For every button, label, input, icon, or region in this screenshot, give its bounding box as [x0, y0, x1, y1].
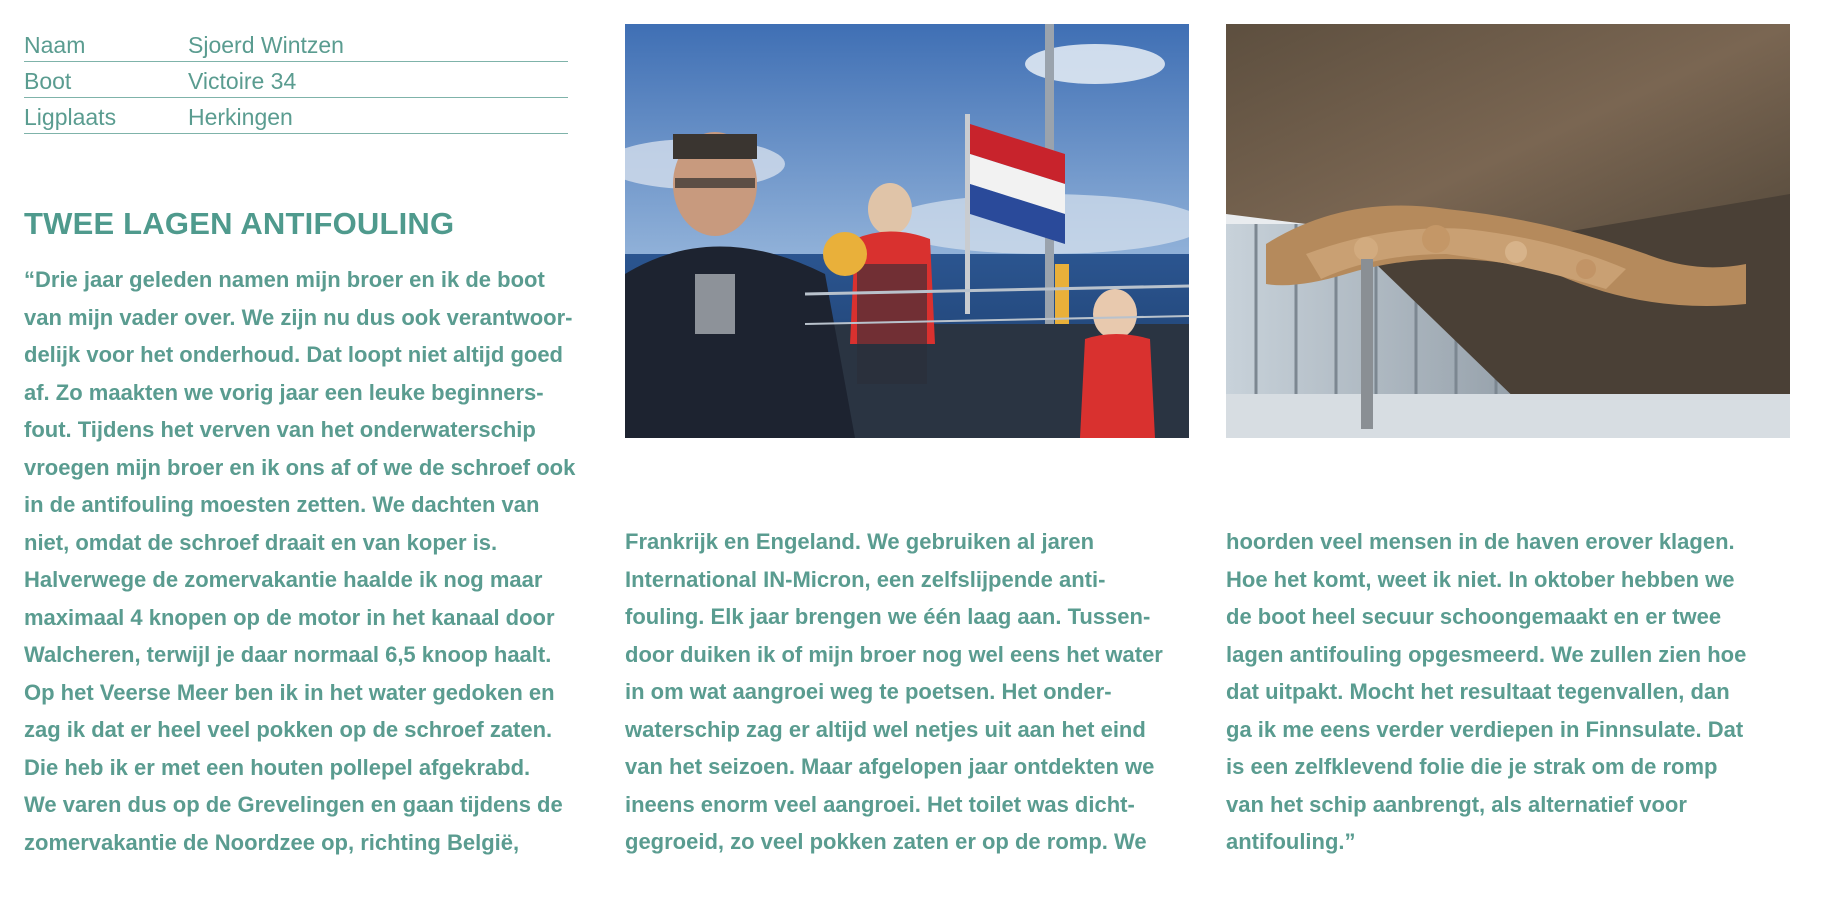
text-line: ineens enorm veel aangroei. Het toilet was dicht-: [625, 791, 1135, 817]
text-line: dat uitpakt. Mocht het resultaat tegenvallen, dan: [1226, 679, 1730, 704]
text-line: niet, omdat de schroef draait en van koper is.: [24, 529, 498, 555]
article-column-2: [625, 523, 1185, 861]
text-line: is een zelfklevend folie die je strak om de romp: [1226, 754, 1718, 779]
text-line: de boot heel secuur schoongemaakt en er twee: [1226, 604, 1722, 629]
info-table: [24, 24, 568, 134]
info-row-name: [24, 24, 568, 62]
article-heading: TWEE LAGEN ANTIFOULING: [24, 206, 455, 241]
text-line: waterschip zag er altijd wel netjes uit aan het eind: [625, 716, 1146, 742]
text-line: Halverwege de zomervakantie haalde ik nog maar: [24, 567, 543, 592]
family-sailing-photo: [625, 24, 1189, 438]
text-line: van het schip aanbrengt, als alternatief voor: [1226, 791, 1687, 817]
text-line: door duiken ik of mijn broer nog wel eens het water: [625, 641, 1163, 667]
text-line: Op het Veerse Meer ben ik in het water gedoken en: [24, 679, 555, 705]
text-line: fouling. Elk jaar brengen we één laag aan. Tussen-: [625, 604, 1151, 629]
text-line: fout. Tijdens het verven van het onderwaterschip: [24, 417, 536, 442]
info-row-boat: [24, 62, 568, 98]
text-line: antifouling.”: [1226, 829, 1356, 854]
text-line: van mijn vader over. We zijn nu dus ook verantwoor-: [24, 304, 573, 330]
text-line: Frankrijk en Engeland. We gebruiken al jaren: [625, 529, 1095, 554]
text-line: lagen antifouling opgesmeerd. We zullen zien hoe: [1226, 641, 1747, 667]
article-column-1: [24, 261, 584, 861]
text-line: “Drie jaar geleden namen mijn broer en ik de boot: [24, 267, 545, 292]
text-line: We varen dus op de Grevelingen en gaan tijdens de: [24, 792, 563, 817]
text-line: zag ik dat er heel veel pokken op de schroef zaten.: [24, 717, 553, 742]
text-line: af. Zo maakten we vorig jaar een leuke beginners-: [24, 379, 544, 405]
info-row-mooring: [24, 98, 568, 134]
text-line: van het seizoen. Maar afgelopen jaar ontdekten we: [625, 754, 1155, 779]
text-line: International IN-Micron, een zelfslijpende anti-: [625, 566, 1106, 592]
info-key: Boot: [24, 68, 72, 94]
text-line: zomervakantie de Noordzee op, richting België,: [24, 829, 520, 855]
text-line: maximaal 4 knopen op de motor in het kanaal door: [24, 604, 555, 630]
info-value: Victoire 34: [188, 68, 297, 94]
text-line: Die heb ik er met een houten pollepel afgekrabd.: [24, 754, 531, 780]
info-value: Herkingen: [188, 104, 293, 130]
text-line: vroegen mijn broer en ik ons af of we de schroef ook: [24, 454, 576, 480]
text-line: in om wat aangroei weg te poetsen. Het onder-: [625, 679, 1112, 704]
text-line: Walcheren, terwijl je daar normaal 6,5 knoop haalt.: [24, 642, 552, 667]
info-key: Naam: [24, 32, 86, 58]
text-line: ga ik me eens verder verdiepen in Finnsulate. Dat: [1226, 716, 1744, 742]
text-line: Hoe het komt, weet ik niet. In oktober hebben we: [1226, 566, 1735, 592]
info-key: Ligplaats: [24, 104, 117, 130]
text-line: in de antifouling moesten zetten. We dachten van: [24, 492, 540, 517]
info-value: Sjoerd Wintzen: [188, 32, 344, 58]
text-line: hoorden veel mensen in de haven erover klagen.: [1226, 529, 1735, 554]
article-column-3: [1226, 523, 1786, 861]
text-line: gegroeid, zo veel pokken zaten er op de romp. We: [625, 829, 1147, 854]
fouled-hull-photo: [1226, 24, 1790, 438]
text-line: delijk voor het onderhoud. Dat loopt niet altijd goed: [24, 342, 563, 367]
